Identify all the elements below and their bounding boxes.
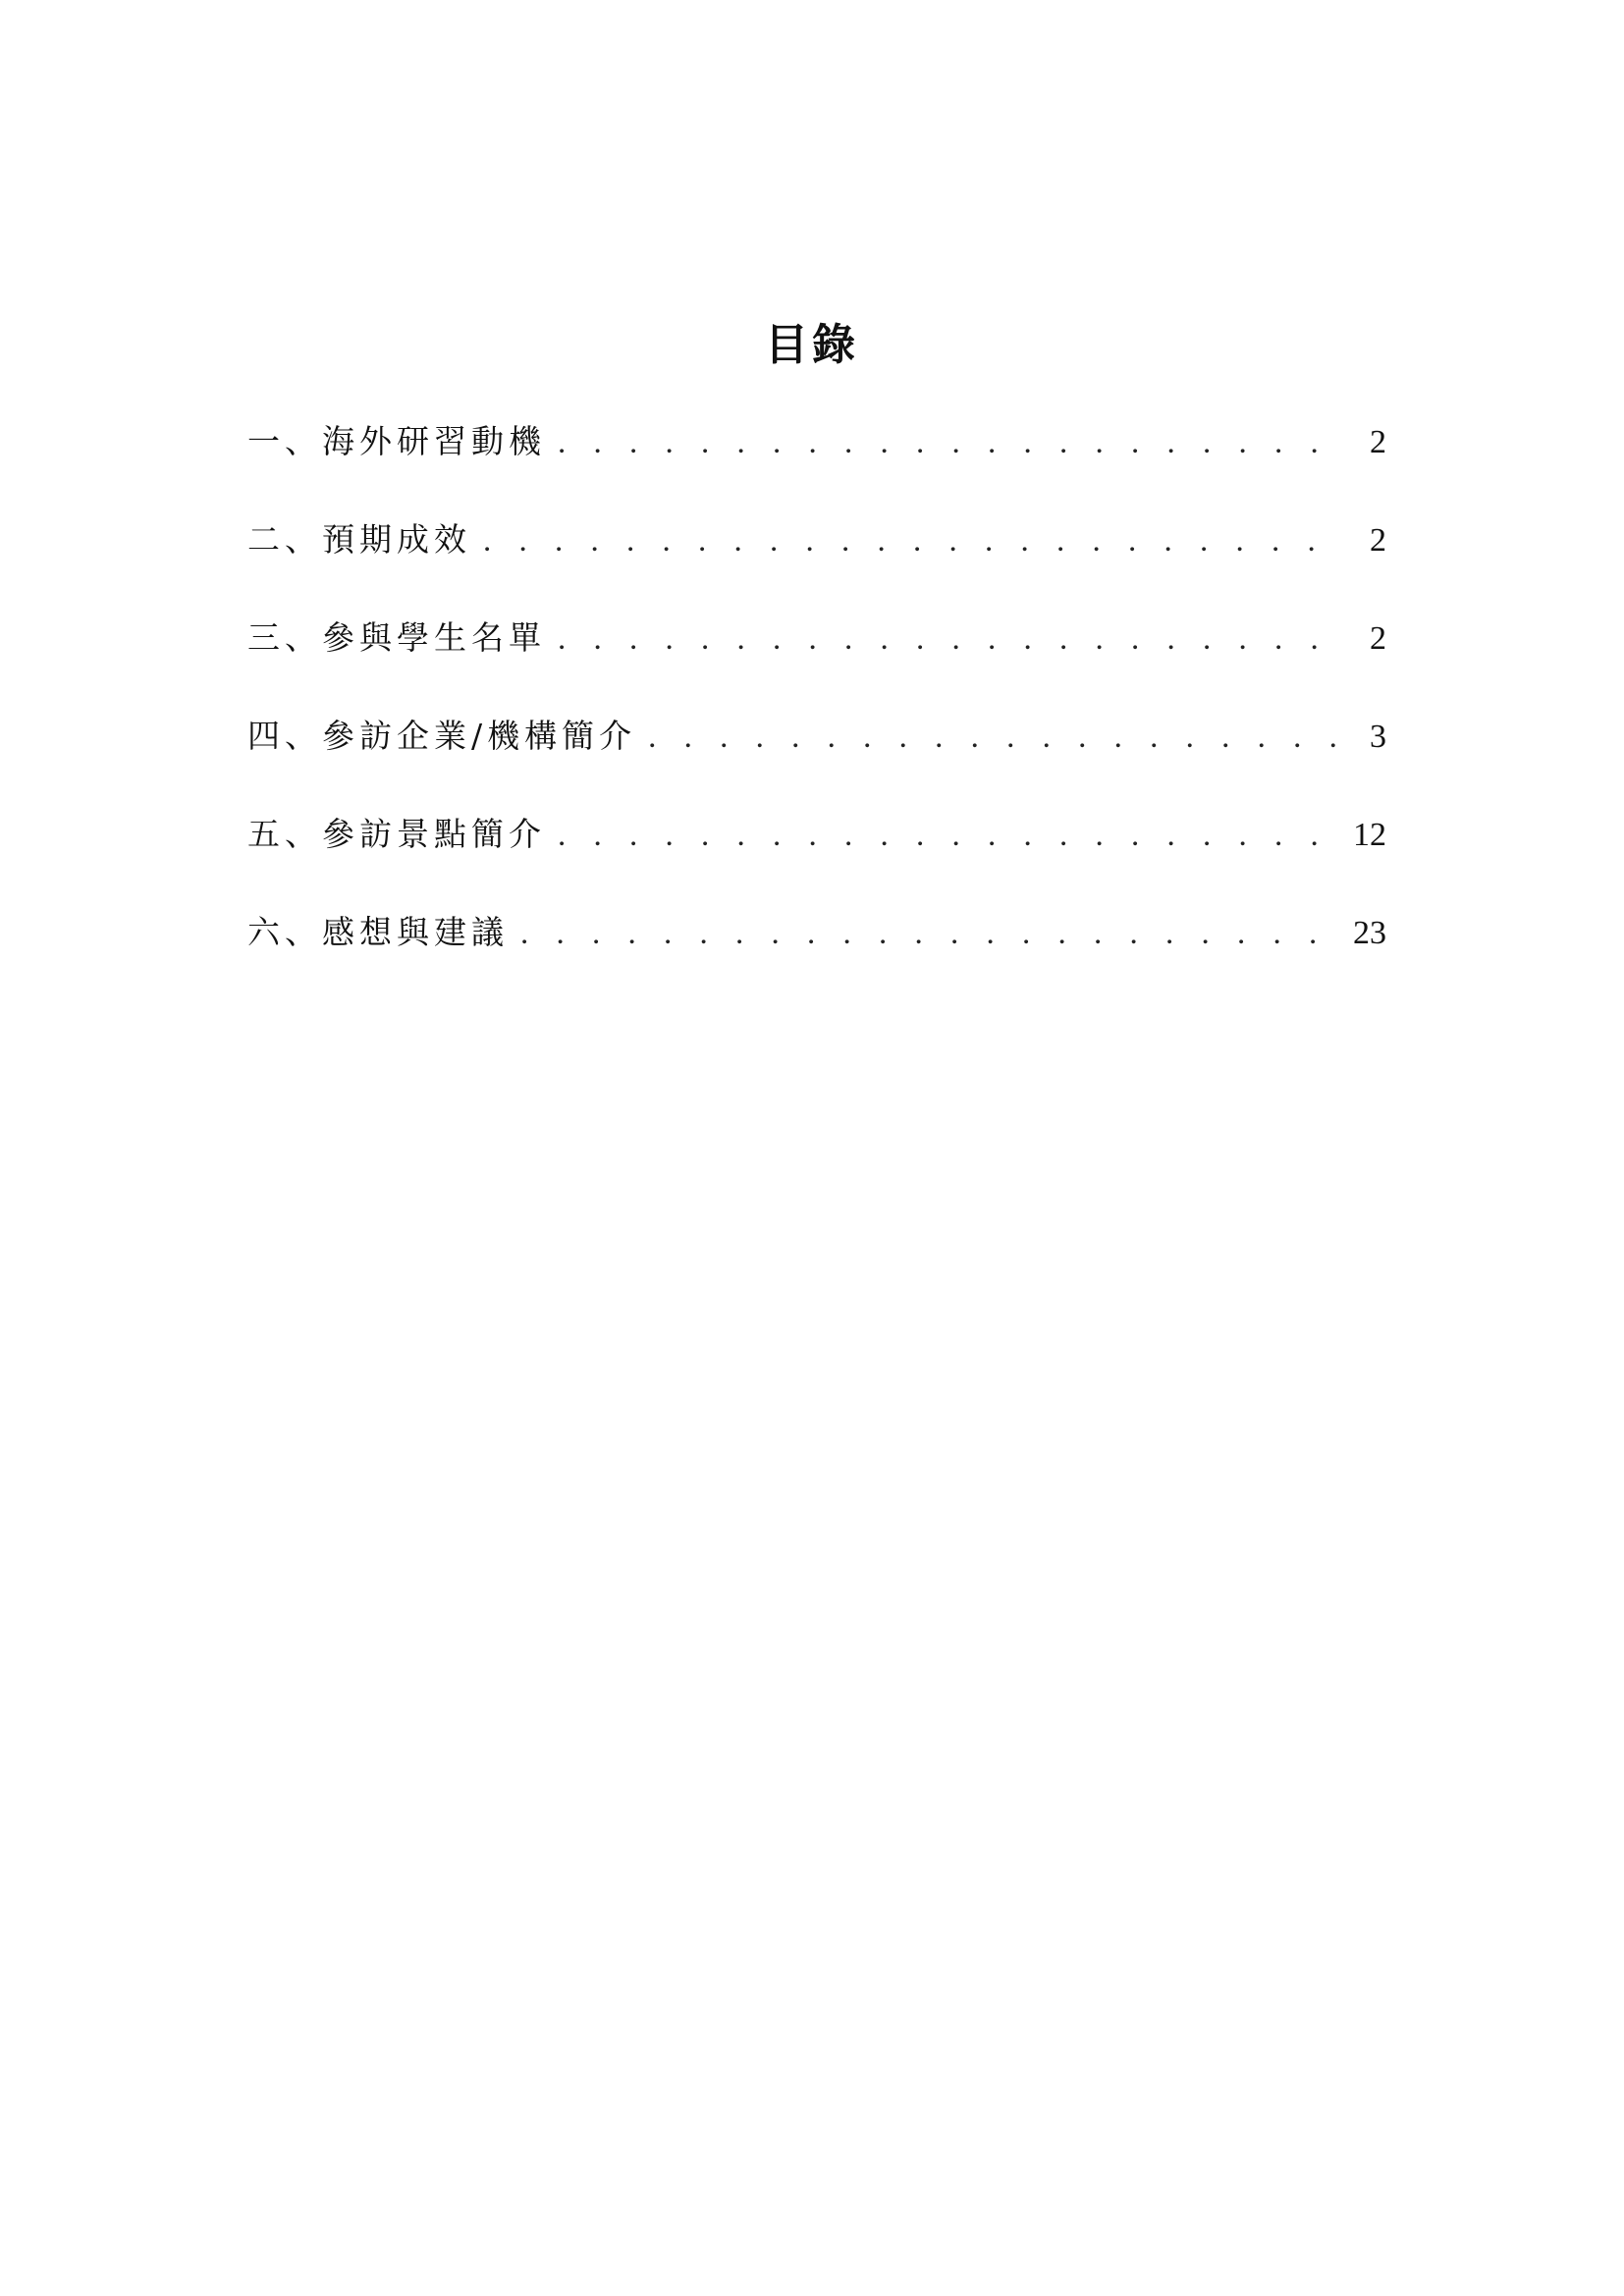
toc-entry-page: 2 <box>1370 620 1386 657</box>
toc-list <box>247 412 1386 1001</box>
toc-entry-page: 3 <box>1370 719 1386 755</box>
toc-title: 目錄 <box>765 320 859 370</box>
toc-entry-label: 四、參訪企業/機構簡介 <box>247 717 637 755</box>
toc-entry-label: 三、參與學生名單 <box>247 618 546 657</box>
toc-dot-leader <box>558 806 1337 865</box>
toc-entry-label: 五、參訪景點簡介 <box>247 815 546 853</box>
toc-entry <box>247 412 1386 510</box>
toc-dot-leader <box>558 610 1337 668</box>
toc-entry <box>247 609 1386 707</box>
toc-entry-label: 一、海外研習動機 <box>247 422 546 460</box>
toc-entry-page: 2 <box>1370 424 1386 460</box>
toc-entry <box>247 510 1386 609</box>
toc-dot-leader <box>648 708 1337 767</box>
toc-entry <box>247 707 1386 805</box>
toc-entry <box>247 805 1386 903</box>
toc-dot-leader <box>558 413 1337 472</box>
toc-entry <box>247 903 1386 1001</box>
toc-entry-page: 23 <box>1353 915 1386 951</box>
toc-entry-label: 六、感想與建議 <box>247 913 509 951</box>
toc-dot-leader <box>520 904 1337 963</box>
toc-entry-label: 二、預期成效 <box>247 520 471 559</box>
toc-dot-leader <box>483 511 1337 570</box>
toc-entry-page: 2 <box>1370 522 1386 559</box>
toc-entry-page: 12 <box>1353 817 1386 853</box>
